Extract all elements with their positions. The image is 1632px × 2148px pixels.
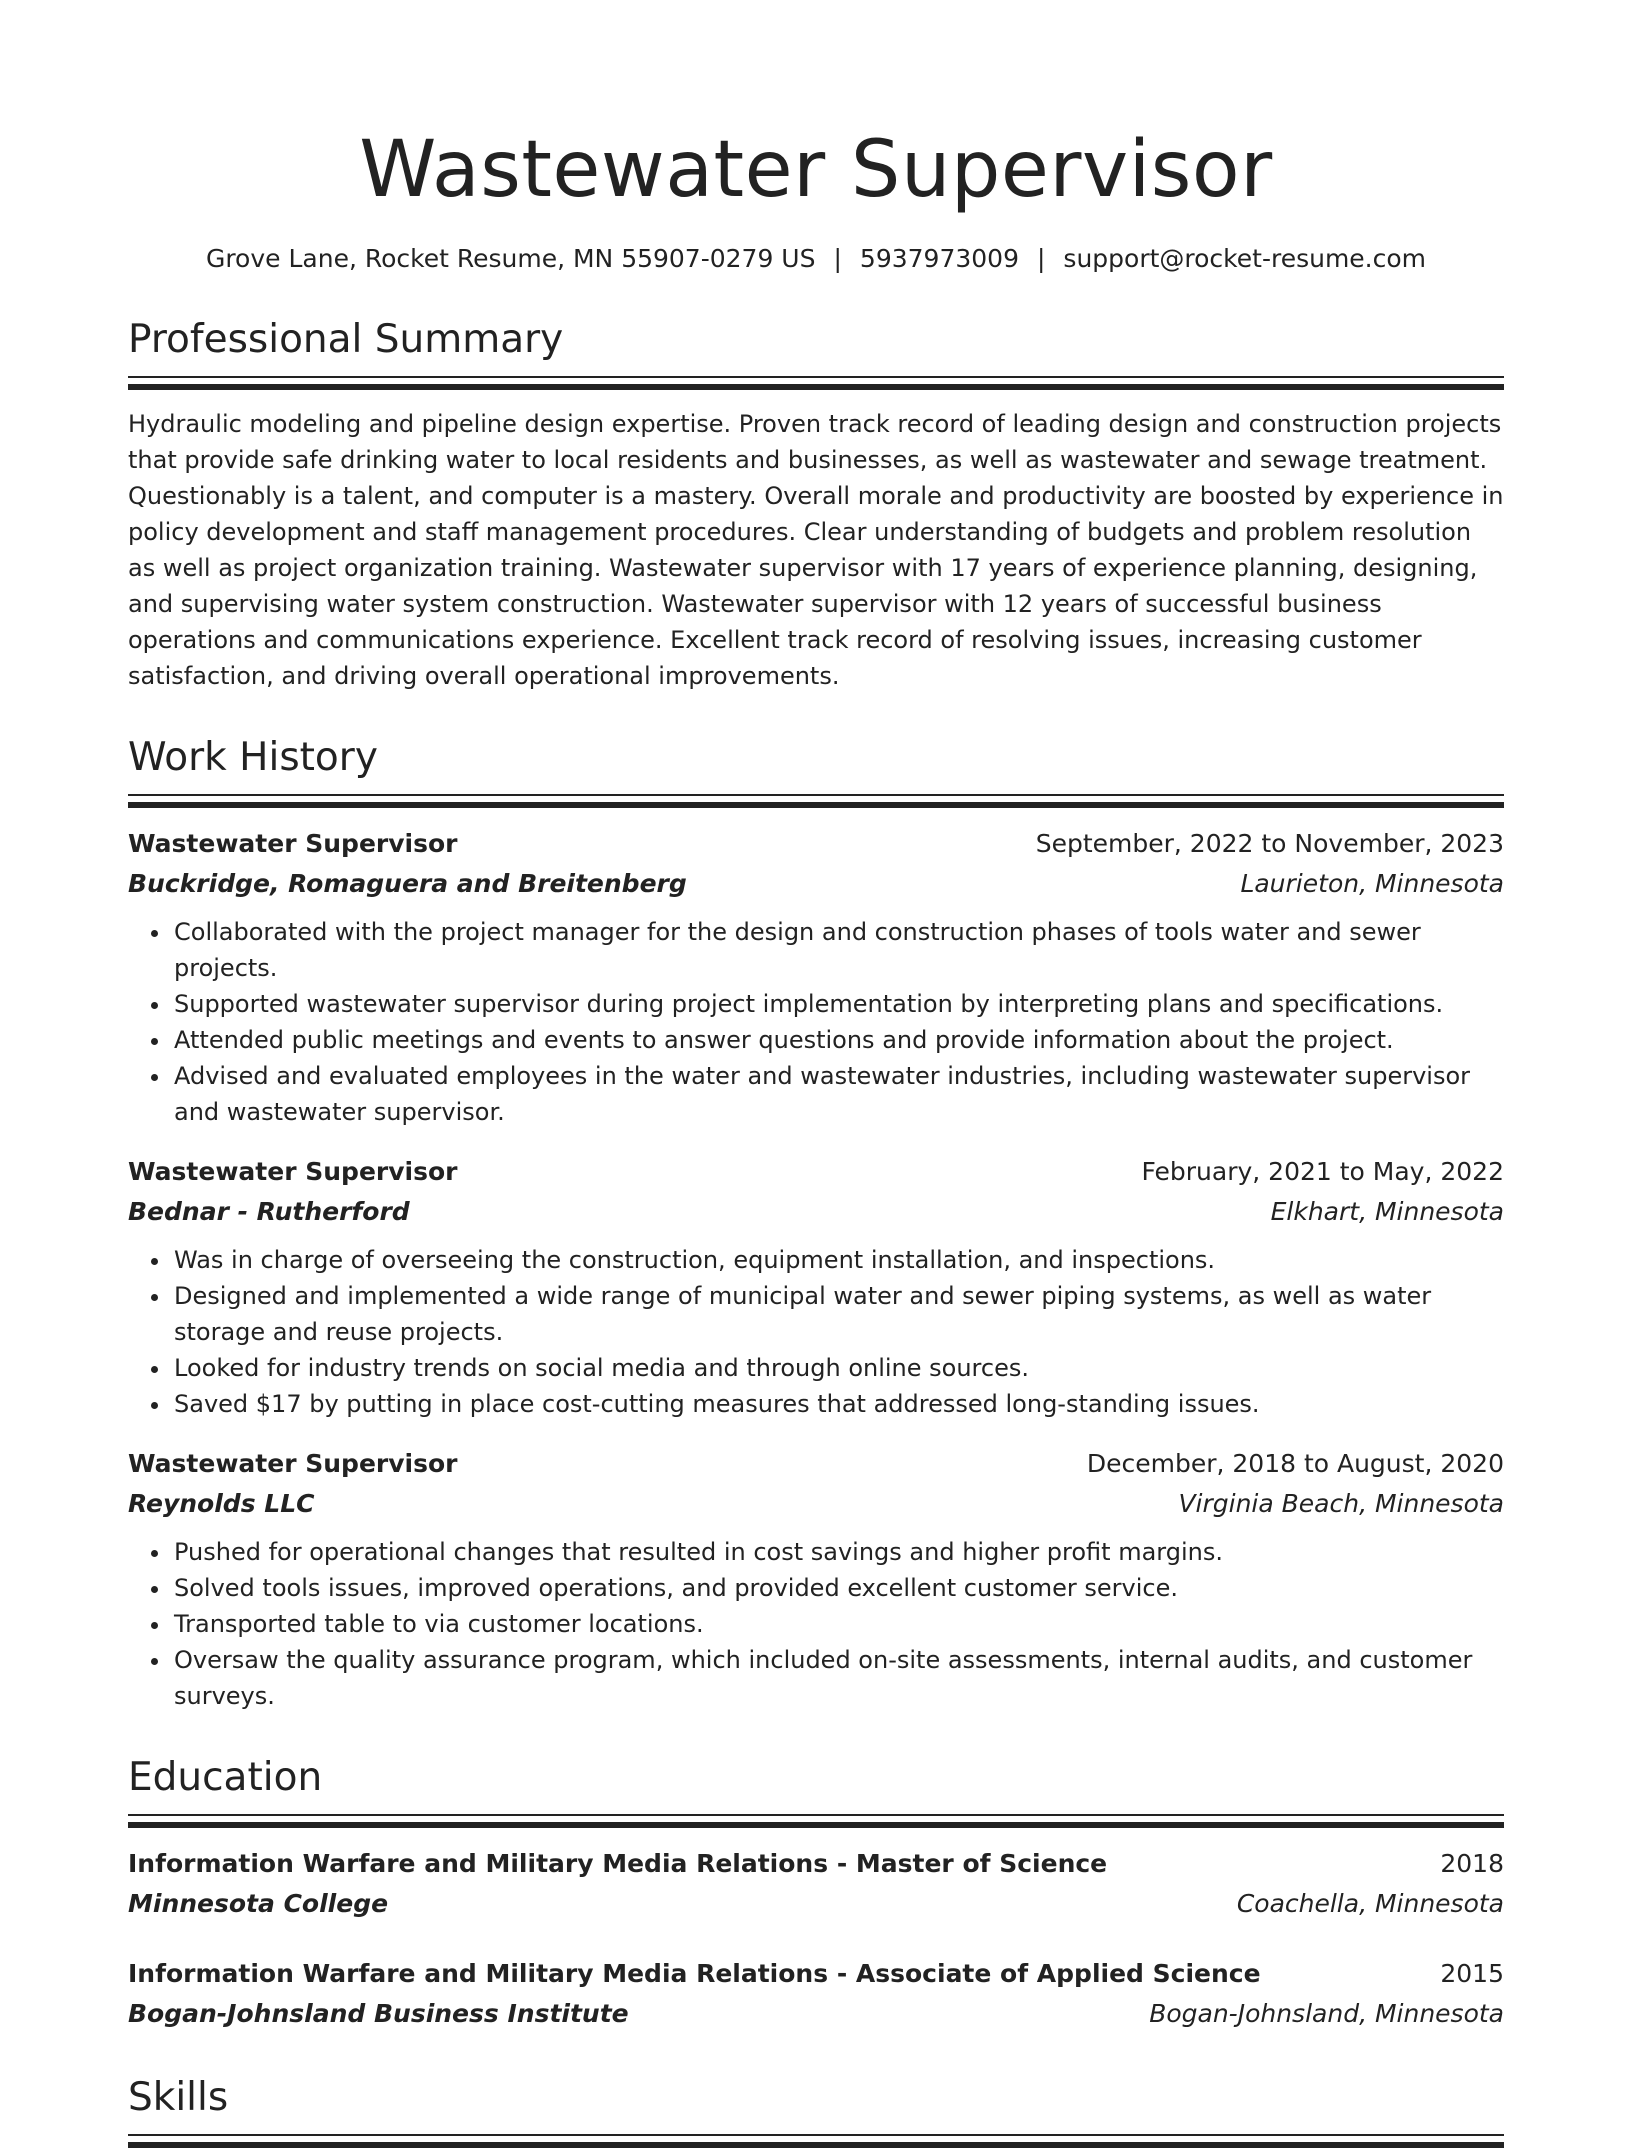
education-entry xyxy=(128,1954,1504,2034)
section-divider xyxy=(128,376,1504,390)
contact-separator: | xyxy=(833,244,842,273)
summary-heading: Professional Summary xyxy=(128,317,564,362)
education-heading: Education xyxy=(128,1755,323,1800)
job-title: Wastewater Supervisor xyxy=(128,1157,458,1186)
list-item: • Looked for industry trends on social media and through online sources. xyxy=(172,1350,1504,1386)
list-item: • Supported wastewater supervisor during project implementation by interpreting plans and specifications. xyxy=(172,986,1504,1022)
section-divider xyxy=(128,1814,1504,1828)
list-item: • Saved $17 by putting in place cost-cutting measures that addressed long-standing issues. xyxy=(172,1386,1504,1422)
school-name: Bogan-Johnsland Business Institute xyxy=(128,1999,629,2028)
job-entry xyxy=(128,1152,1504,1422)
summary-text: Hydraulic modeling and pipeline design expertise. Proven track record of leading design and construction projects that provide safe drinking water to local residents and businesses, as well as wastewater and sewage treatment. Questionably is a talent, and computer is a mastery. Overall morale and productivity are boosted by experience in policy development and staff management procedures. Clear understanding of budgets and problem resolution as well as project organization training. Wastewater supervisor with 17 years of experience planning, designing, and supervising water system construction. Wastewater supervisor with 12 years of successful business operations and communications experience. Excellent track record of resolving issues, increasing customer satisfaction, and driving overall operational improvements. xyxy=(128,410,1504,690)
degree-title: Information Warfare and Military Media Relations - Master of Science xyxy=(128,1849,1108,1878)
graduation-year: 2015 xyxy=(1440,1959,1504,1988)
section-divider xyxy=(128,2134,1504,2148)
job-bullets xyxy=(128,1242,1504,1422)
job-entry xyxy=(128,1444,1504,1714)
address-text: Grove Lane, Rocket Resume, MN 55907-0279 US xyxy=(205,244,816,273)
job-company-row xyxy=(128,864,1504,904)
graduation-year: 2018 xyxy=(1440,1849,1504,1878)
school-location: Bogan-Johnsland, Minnesota xyxy=(1149,1999,1504,2028)
education-header-row xyxy=(128,1844,1504,1884)
list-item: • Transported table to via customer locations. xyxy=(172,1606,1504,1642)
list-item: • Was in charge of overseeing the construction, equipment installation, and inspections. xyxy=(172,1242,1504,1278)
job-title: Wastewater Supervisor xyxy=(128,1449,458,1478)
list-item: • Solved tools issues, improved operations, and provided excellent customer service. xyxy=(172,1570,1504,1606)
list-item: • Oversaw the quality assurance program, which included on-site assessments, internal audits, and customer surveys. xyxy=(172,1642,1504,1714)
school-name: Minnesota College xyxy=(128,1889,389,1918)
skills-heading: Skills xyxy=(128,2075,229,2120)
job-entry xyxy=(128,824,1504,1130)
list-item: • Designed and implemented a wide range of municipal water and sewer piping systems, as well as water storage and reuse projects. xyxy=(172,1278,1504,1350)
list-item: • Attended public meetings and events to answer questions and provide information about the project. xyxy=(172,1022,1504,1058)
job-location: Laurieton, Minnesota xyxy=(1240,869,1504,898)
contact-line xyxy=(128,242,1504,276)
education-header-row xyxy=(128,1954,1504,1994)
job-location: Elkhart, Minnesota xyxy=(1270,1197,1504,1226)
job-company-row xyxy=(128,1484,1504,1524)
job-company-row xyxy=(128,1192,1504,1232)
degree-title: Information Warfare and Military Media Relations - Associate of Applied Science xyxy=(128,1959,1261,1988)
education-school-row xyxy=(128,1884,1504,1924)
job-bullets xyxy=(128,914,1504,1130)
section-divider xyxy=(128,794,1504,808)
phone-text: 5937973009 xyxy=(859,244,1019,273)
job-company: Bednar - Rutherford xyxy=(128,1197,410,1226)
list-item: • Collaborated with the project manager for the design and construction phases of tools water and sewer projects. xyxy=(172,914,1504,986)
job-company: Buckridge, Romaguera and Breitenberg xyxy=(128,869,687,898)
job-dates: February, 2021 to May, 2022 xyxy=(1141,1157,1504,1186)
list-item: • Pushed for operational changes that resulted in cost savings and higher profit margins. xyxy=(172,1534,1504,1570)
email-text: support@rocket-resume.com xyxy=(1063,244,1427,273)
education-entry xyxy=(128,1844,1504,1924)
contact-separator: | xyxy=(1036,244,1046,273)
job-dates: September, 2022 to November, 2023 xyxy=(1035,829,1504,858)
job-company: Reynolds LLC xyxy=(128,1489,315,1518)
work-history-heading: Work History xyxy=(128,735,378,780)
school-location: Coachella, Minnesota xyxy=(1236,1889,1504,1918)
job-header-row xyxy=(128,1152,1504,1192)
job-bullets xyxy=(128,1534,1504,1714)
candidate-name: Wastewater Supervisor xyxy=(359,125,1273,215)
job-title: Wastewater Supervisor xyxy=(128,829,458,858)
job-dates: December, 2018 to August, 2020 xyxy=(1086,1449,1504,1478)
list-item: • Advised and evaluated employees in the water and wastewater industries, including wastewater supervisor and wastewater supervisor. xyxy=(172,1058,1504,1130)
job-header-row xyxy=(128,824,1504,864)
job-header-row xyxy=(128,1444,1504,1484)
education-school-row xyxy=(128,1994,1504,2034)
job-location: Virginia Beach, Minnesota xyxy=(1178,1489,1504,1518)
